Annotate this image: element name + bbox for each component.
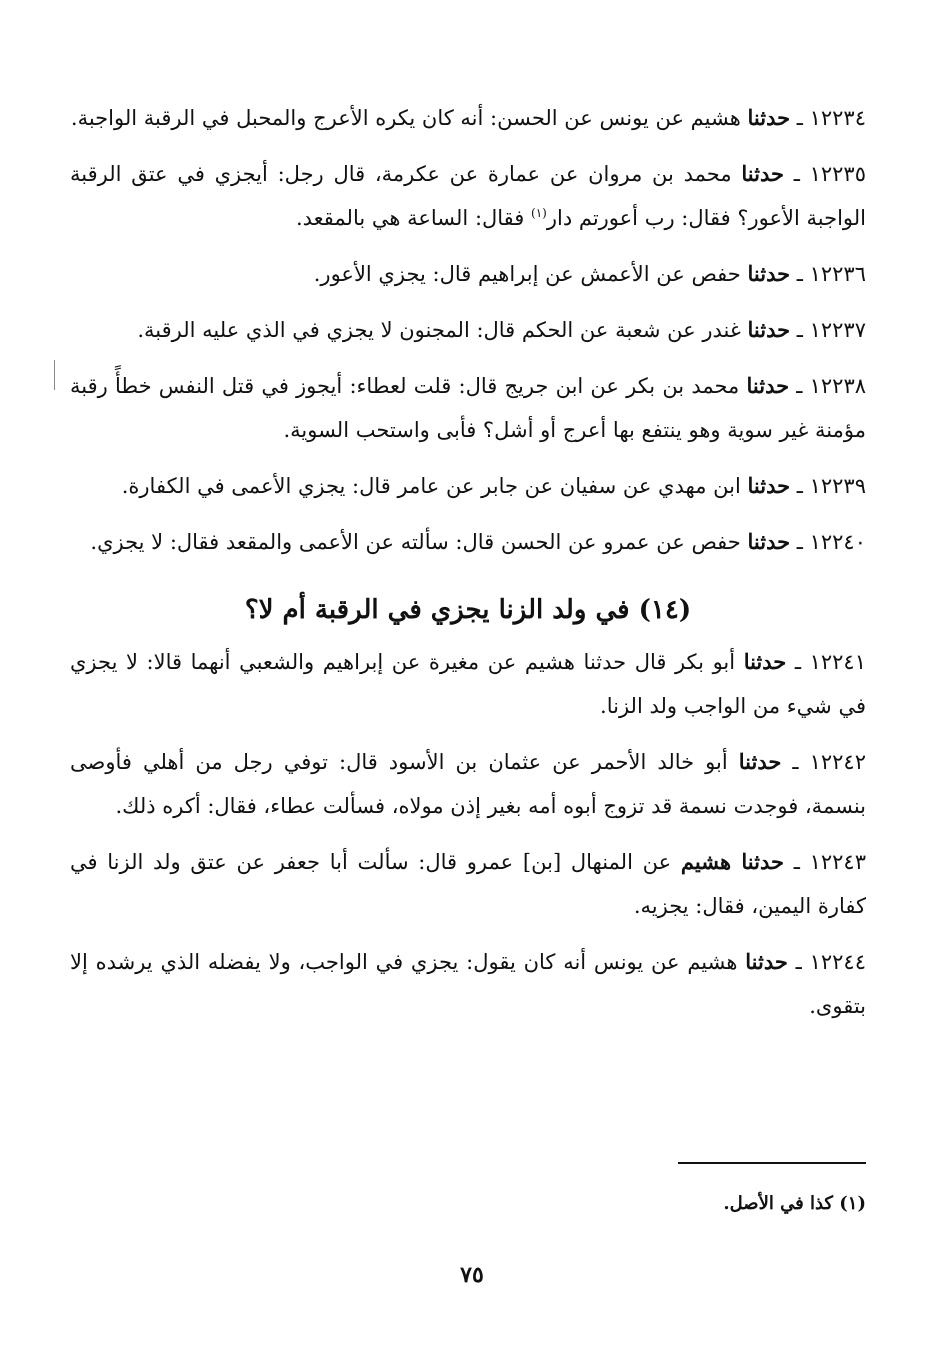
hadith-text: أبو بكر قال حدثنا هشيم عن مغيرة عن إبراهيم والشعبي أنهما قالا: لا يجزي في شيء من الواجب ولد الزنا. <box>70 650 866 718</box>
isnad-word: حدثنا <box>738 749 782 774</box>
isnad-word: حدثنا <box>747 473 791 498</box>
hadith-number: ١٢٢٣٥ <box>809 162 866 186</box>
isnad-word: حدثنا <box>745 949 788 974</box>
footnote: (١) كذا في الأصل. <box>723 1193 866 1214</box>
hadith-number: ١٢٢٤١ <box>809 650 866 674</box>
hadith-number: ١٢٢٣٩ <box>809 474 866 498</box>
hadith-number: ١٢٢٣٤ <box>809 106 866 130</box>
hadith-paragraph: ١٢٢٤٤ ـ حدثنا هشيم عن يونس أنه كان يقول: يجزي في الواجب، ولا يفضله الذي يرشده إلا بتقوى. <box>70 949 866 1018</box>
footnote-divider <box>678 1162 866 1164</box>
page-number: ٧٥ <box>460 1262 484 1288</box>
hadith-text: هشيم عن يونس عن الحسن: أنه كان يكره الأعرج والمحبل في الرقبة الواجبة. <box>70 106 741 130</box>
hadith-number: ١٢٢٤٠ <box>809 530 866 554</box>
hadith-number: ١٢٢٣٧ <box>809 318 866 342</box>
footnote-ref: (١) <box>531 206 547 220</box>
margin-mark <box>54 360 55 390</box>
hadith-text: أبو خالد الأحمر عن عثمان بن الأسود قال: توفي رجل من أهلي فأوصى بنسمة، فوجدت نسمة قد تزوج أبوه أمه بغير إذن مولاه، فسألت عطاء، فقال: أكره ذلك. <box>70 750 866 818</box>
hadith-paragraph: ١٢٢٣٤ ـ حدثنا هشيم عن يونس عن الحسن: أنه كان يكره الأعرج والمحبل في الرقبة الواجبة. <box>70 105 866 130</box>
hadith-text: هشيم عن يونس أنه كان يقول: يجزي في الواجب، ولا يفضله الذي يرشده إلا بتقوى. <box>70 950 866 1018</box>
isnad-word: حدثنا هشيم <box>680 849 784 874</box>
isnad-word: حدثنا <box>747 105 791 130</box>
isnad-word: حدثنا <box>747 529 791 554</box>
section-heading: (١٤) في ولد الزنا يجزي في الرقبة أم لا؟ <box>244 595 692 625</box>
hadith-paragraph: ١٢٢٣٥ ـ حدثنا محمد بن مروان عن عمارة عن عكرمة، قال رجل: أيجزي في عتق الرقبة الواجبة الأعور؟ فقال: رب أعورتم دار$^{(١)}$ فقال: الساعة هي بالمقعد. <box>70 161 866 230</box>
hadith-paragraph: ١٢٢٤١ ـ حدثنا أبو بكر قال حدثنا هشيم عن مغيرة عن إبراهيم والشعبي أنهما قالا: لا يجزي في شيء من الواجب ولد الزنا. <box>70 649 866 718</box>
main-text <box>70 96 866 1040</box>
hadith-paragraph: ١٢٢٤٣ ـ حدثنا هشيم عن المنهال [بن] عمرو قال: سألت أبا جعفر عن عتق ولد الزنا في كفارة اليمين، فقال: يجزيه. <box>70 849 866 918</box>
hadith-text: غندر عن شعبة عن الحكم قال: المجنون لا يجزي في الذي عليه الرقبة. <box>137 318 741 342</box>
hadith-text: حفص عن الأعمش عن إبراهيم قال: يجزي الأعور. <box>313 262 741 286</box>
hadith-number: ١٢٢٣٨ <box>809 374 867 398</box>
hadith-paragraph: ١٢٢٣٨ ـ حدثنا محمد بن بكر عن ابن جريج قال: قلت لعطاء: أيجوز في قتل النفس خطأً رقبة مؤمنة غير سوية وهو ينتفع بها أعرج أو أشل؟ فأبى واستحب السوية. <box>70 373 867 442</box>
hadith-paragraph: ١٢٢٣٧ ـ حدثنا غندر عن شعبة عن الحكم قال: المجنون لا يجزي في الذي عليه الرقبة. <box>137 317 866 342</box>
hadith-text: محمد بن بكر عن ابن جريج قال: قلت لعطاء: أيجوز في قتل النفس خطأً رقبة مؤمنة غير سوية وهو ينتفع بها أعرج أو أشل؟ فأبى واستحب السوية. <box>70 374 866 442</box>
hadith-text-after: فقال: الساعة هي بالمقعد. <box>295 206 532 230</box>
hadith-paragraph: ١٢٢٤٠ ـ حدثنا حفص عن عمرو عن الحسن قال: سألته عن الأعمى والمقعد فقال: لا يجزي. <box>90 529 866 554</box>
hadith-number: ١٢٢٣٦ <box>809 262 866 286</box>
hadith-paragraph: ١٢٢٣٩ ـ حدثنا ابن مهدي عن سفيان عن جابر عن عامر قال: يجزي الأعمى في الكفارة. <box>121 473 866 498</box>
hadith-paragraph: ١٢٢٤٢ ـ حدثنا أبو خالد الأحمر عن عثمان بن الأسود قال: توفي رجل من أهلي فأوصى بنسمة، فوجدت نسمة قد تزوج أبوه أمه بغير إذن مولاه، فسألت عطاء، فقال: أكره ذلك. <box>70 749 866 818</box>
hadith-paragraph: ١٢٢٣٦ ـ حدثنا حفص عن الأعمش عن إبراهيم قال: يجزي الأعور. <box>313 261 866 286</box>
hadith-text: عن المنهال [بن] عمرو قال: سألت أبا جعفر عن عتق ولد الزنا في كفارة اليمين، فقال: يجزيه. <box>70 850 866 918</box>
hadith-number: ١٢٢٤٣ <box>809 850 866 874</box>
hadith-number: ١٢٢٤٢ <box>809 750 866 774</box>
isnad-word: حدثنا <box>746 373 790 398</box>
hadith-number: ١٢٢٤٤ <box>809 950 866 974</box>
hadith-text: محمد بن مروان عن عمارة عن عكرمة، قال رجل: أيجزي في عتق الرقبة الواجبة الأعور؟ فقال: رب أعورتم دار <box>70 162 866 230</box>
isnad-word: حدثنا <box>741 161 784 186</box>
isnad-word: حدثنا <box>747 261 791 286</box>
hadith-text: ابن مهدي عن سفيان عن جابر عن عامر قال: يجزي الأعمى في الكفارة. <box>121 474 741 498</box>
isnad-word: حدثنا <box>743 649 787 674</box>
isnad-word: حدثنا <box>747 317 791 342</box>
hadith-text: حفص عن عمرو عن الحسن قال: سألته عن الأعمى والمقعد فقال: لا يجزي. <box>90 530 741 554</box>
